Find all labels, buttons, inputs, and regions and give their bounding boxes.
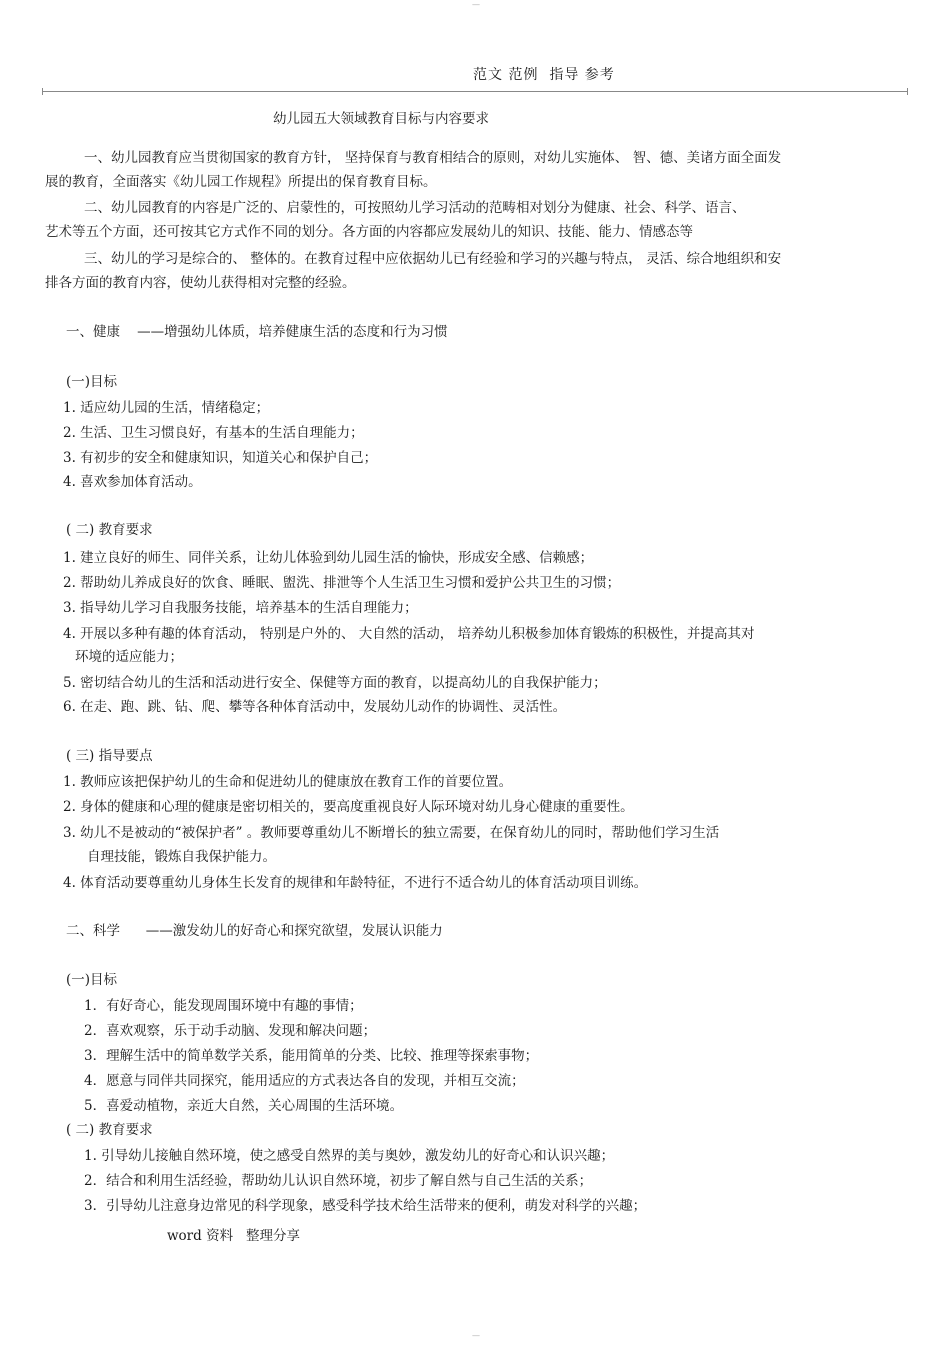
health-goals-heading: (一)目标 <box>66 374 118 390</box>
list-item: 4．愿意与同伴共同探究，能用适应的方式表达各自的发现，并相互交流； <box>84 1073 525 1089</box>
intro-line: 三、幼儿的学习是综合的、 整体的。在教育过程中应依据幼儿已有经验和学习的兴趣与特点， 灵活、综合地组织和安 <box>84 251 782 267</box>
list-item: 4. 体育活动要尊重幼儿身体生长发育的规律和年龄特征，不进行不适合幼儿的体育活动项目训练。 <box>63 875 648 891</box>
bottom-mark: — <box>472 1331 480 1340</box>
list-item: 3. 指导幼儿学习自我服务技能，培养基本的生活自理能力； <box>63 600 418 616</box>
top-mark: — <box>472 0 480 9</box>
rule-left-tick <box>42 88 43 95</box>
doc-title: 幼儿园五大领域教育目标与内容要求 <box>273 111 489 127</box>
health-heading: 一、健康 ——增强幼儿体质，培养健康生活的态度和行为习惯 <box>66 324 448 340</box>
intro-line: 展的教育，全面落实《幼儿园工作规程》所提出的保育教育目标。 <box>45 174 437 190</box>
list-item: 6. 在走、跑、跳、钻、爬、攀等各种体育活动中，发展幼儿动作的协调性、灵活性。 <box>63 699 567 715</box>
list-item: 4. 开展以多种有趣的体育活动， 特别是户外的、 大自然的活动， 培养幼儿积极参加体育锻炼的积极性，并提高其对 <box>63 626 755 642</box>
list-item: 1. 引导幼儿接触自然环境，使之感受自然界的美与奥妙，激发幼儿的好奇心和认识兴趣； <box>84 1148 615 1164</box>
science-req-heading: ( 二) 教育要求 <box>66 1122 153 1138</box>
list-item: 2．喜欢观察，乐于动手动脑、发现和解决问题； <box>84 1023 377 1039</box>
list-item: 5. 密切结合幼儿的生活和活动进行安全、保健等方面的教育，以提高幼儿的自我保护能力； <box>63 675 607 691</box>
science-goals-heading: (一)目标 <box>66 972 118 988</box>
list-item: 3. 有初步的安全和健康知识，知道关心和保护自己； <box>63 450 378 466</box>
list-item: 1．有好奇心，能发现周围环境中有趣的事情； <box>84 998 363 1014</box>
list-item: 3．引导幼儿注意身边常见的科学现象，感受科学技术给生活带来的便利，萌发对科学的兴趣； <box>84 1198 647 1214</box>
intro-line: 一、幼儿园教育应当贯彻国家的教育方针， 坚持保育与教育相结合的原则，对幼儿实施体、 智、德、美诸方面全面发 <box>84 150 782 166</box>
list-item: 3．理解生活中的简单数学关系，能用简单的分类、比较、推理等探索事物； <box>84 1048 539 1064</box>
list-item: 2．结合和利用生活经验，帮助幼儿认识自然环境，初步了解自然与自己生活的关系； <box>84 1173 593 1189</box>
list-item: 环境的适应能力； <box>75 649 183 665</box>
list-item: 2. 帮助幼儿养成良好的饮食、睡眠、盥洗、排泄等个人生活卫生习惯和爱护公共卫生的习惯； <box>63 575 621 591</box>
intro-line: 二、幼儿园教育的内容是广泛的、启蒙性的，可按照幼儿学习活动的范畴相对划分为健康、社会、科学、语言、 <box>84 200 746 216</box>
list-item: 4. 喜欢参加体育活动。 <box>63 474 202 490</box>
list-item: 3. 幼儿不是被动的“被保护者” 。教师要尊重幼儿不断增长的独立需要，在保育幼儿的同时，帮助他们学习生活 <box>63 825 720 841</box>
list-item: 2. 生活、卫生习惯良好，有基本的生活自理能力； <box>63 425 364 441</box>
footer-text: word 资料 整理分享 <box>167 1228 300 1244</box>
list-item: 自理技能，锻炼自我保护能力。 <box>87 849 276 865</box>
health-points-heading: ( 三) 指导要点 <box>66 748 153 764</box>
intro-line: 排各方面的教育内容，使幼儿获得相对完整的经验。 <box>45 275 356 291</box>
health-req-heading: ( 二) 教育要求 <box>66 522 153 538</box>
header-rule <box>42 91 908 92</box>
science-heading: 二、科学 ——激发幼儿的好奇心和探究欲望，发展认识能力 <box>66 923 443 939</box>
list-item: 2. 身体的健康和心理的健康是密切相关的，要高度重视良好人际环境对幼儿身心健康的重要性。 <box>63 799 634 815</box>
list-item: 1. 教师应该把保护幼儿的生命和促进幼儿的健康放在教育工作的首要位置。 <box>63 774 513 790</box>
rule-right-tick <box>907 88 908 95</box>
list-item: 1. 建立良好的师生、同伴关系，让幼儿体验到幼儿园生活的愉快，形成安全感、信赖感； <box>63 550 594 566</box>
list-item: 5．喜爱动植物，亲近大自然，关心周围的生活环境。 <box>84 1098 404 1114</box>
list-item: 1. 适应幼儿园的生活，情绪稳定； <box>63 400 270 416</box>
intro-line: 艺术等五个方面，还可按其它方式作不同的划分。各方面的内容都应发展幼儿的知识、技能、能力、情感态等 <box>45 224 693 240</box>
header-title: 范文 范例 指导 参考 <box>473 67 615 83</box>
